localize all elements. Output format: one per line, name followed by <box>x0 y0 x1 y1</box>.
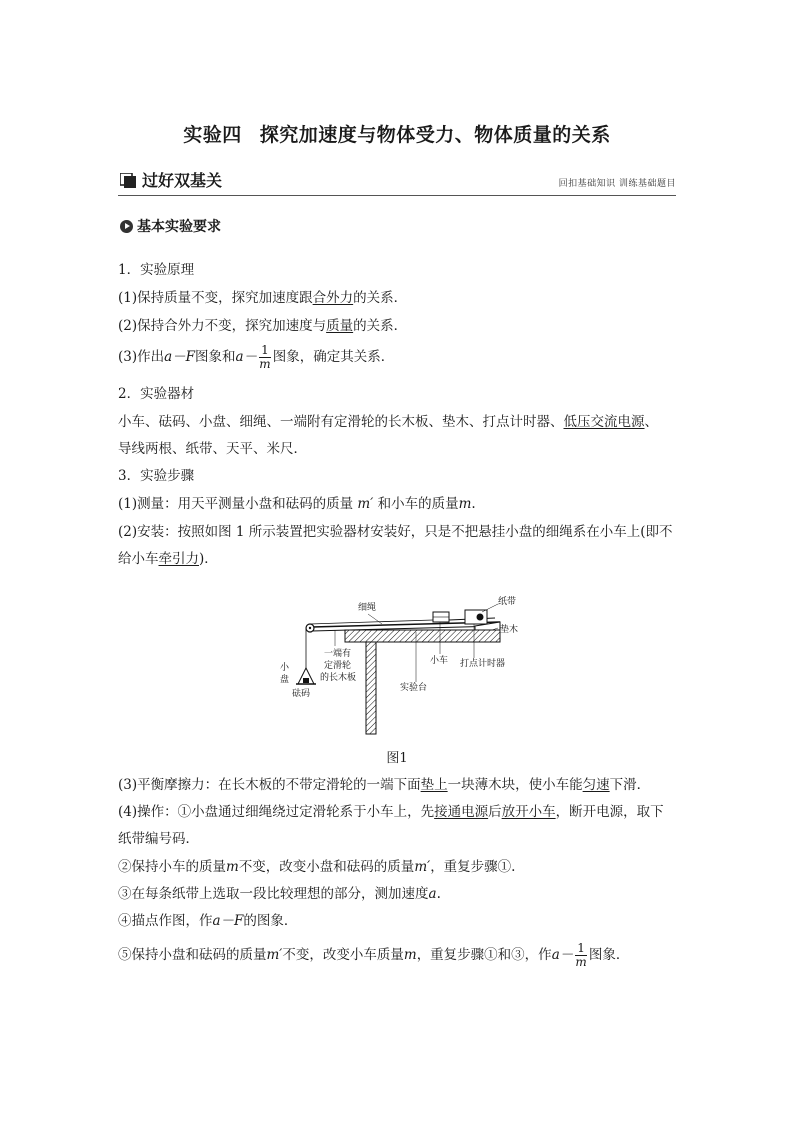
s3-line1: (1)测量：用天平测量小盘和砝码的质量 m′ 和小车的质量m. <box>118 496 476 512</box>
rope <box>310 620 433 624</box>
fraction: $\frac{1}{m}$ <box>259 343 271 371</box>
banner-divider <box>118 195 676 196</box>
s4-line5: ③在每条纸带上选取一段比较理想的部分，测加速度a. <box>118 886 441 902</box>
page-title <box>0 120 794 147</box>
s4-line3: 纸带编号码． <box>118 831 199 847</box>
weight <box>303 678 309 683</box>
label-rope: 细绳 <box>358 603 377 613</box>
label-board-1: 一端有 <box>324 649 352 659</box>
apparatus-diagram <box>270 590 540 740</box>
s1-line1: (1)保持质量不变，探究加速度跟合外力的关系． <box>118 290 408 306</box>
banner-square-icon <box>120 173 136 188</box>
title-part1: 实验四 <box>183 124 242 146</box>
label-pan-2: 盘 <box>280 675 290 685</box>
s1-line2: (2)保持合外力不变，探究加速度与质量的关系． <box>118 318 408 334</box>
s4-line1: (3)平衡摩擦力：在长木板的不带定滑轮的一端下面垫上一块薄木块，使小车能匀速下滑． <box>118 777 651 793</box>
s4-line7: ⑤保持小盘和砝码的质量m′不变，改变小车质量m，重复步骤①和③，作a－ $\frac{1}{m}$ 图象． <box>118 941 630 969</box>
label-weight: 砝码 <box>292 689 311 699</box>
s4-line4: ②保持小车的质量m不变，改变小盘和砝码的质量m′，重复步骤①. <box>118 859 516 875</box>
table-top <box>345 630 500 642</box>
s2-line1: 小车、砝码、小盘、细绳、一端附有定滑轮的长木板、垫木、打点计时器、低压交流电源、 <box>118 414 658 430</box>
label-tape: 纸带 <box>498 597 517 607</box>
label-timer: 打点计时器 <box>460 659 506 669</box>
play-icon <box>120 220 133 233</box>
banner-subtitle: 回扣基础知识 训练基础题目 <box>558 179 676 189</box>
label-table: 实验台 <box>400 683 428 693</box>
section-heading <box>120 218 221 236</box>
label-block: 垫木 <box>500 625 519 635</box>
label-board-2: 定滑轮 <box>324 661 352 671</box>
section-banner <box>118 170 676 196</box>
s4-line2: (4)操作：①小盘通过细绳绕过定滑轮系于小车上，先接通电源后放开小车，断开电源，取下 <box>118 804 664 820</box>
figure-caption: 图1 <box>386 751 408 766</box>
s1-heading: 1．实验原理 <box>118 262 195 278</box>
label-board-3: 的长木板 <box>320 673 357 683</box>
title-part2: 探究加速度与物体受力、物体质量的关系 <box>259 124 611 146</box>
table-leg <box>366 642 376 734</box>
fraction: $\frac{1}{m}$ <box>575 941 587 969</box>
label-pan-1: 小 <box>280 663 290 673</box>
banner-title: 过好双基关 <box>142 171 223 190</box>
timer <box>465 610 487 624</box>
s4-line6: ④描点作图，作a－F的图象． <box>118 913 298 929</box>
s2-heading: 2．实验器材 <box>118 386 195 402</box>
s3-line2: (2)安装：按照如图 1 所示装置把实验器材安装好，只是不把悬挂小盘的细绳系在小车上(即不 <box>118 524 673 540</box>
s1-line3: (3)作出a－F图象和a－ $\frac{1}{m}$ 图象，确定其关系． <box>118 343 395 371</box>
label-cart: 小车 <box>430 656 449 666</box>
section-heading-text: 基本实验要求 <box>137 219 221 235</box>
s2-line2: 导线两根、纸带、天平、米尺． <box>118 441 307 457</box>
s3-heading: 3．实验步骤 <box>118 468 195 484</box>
s3-line3: 给小车牵引力)． <box>118 551 218 567</box>
